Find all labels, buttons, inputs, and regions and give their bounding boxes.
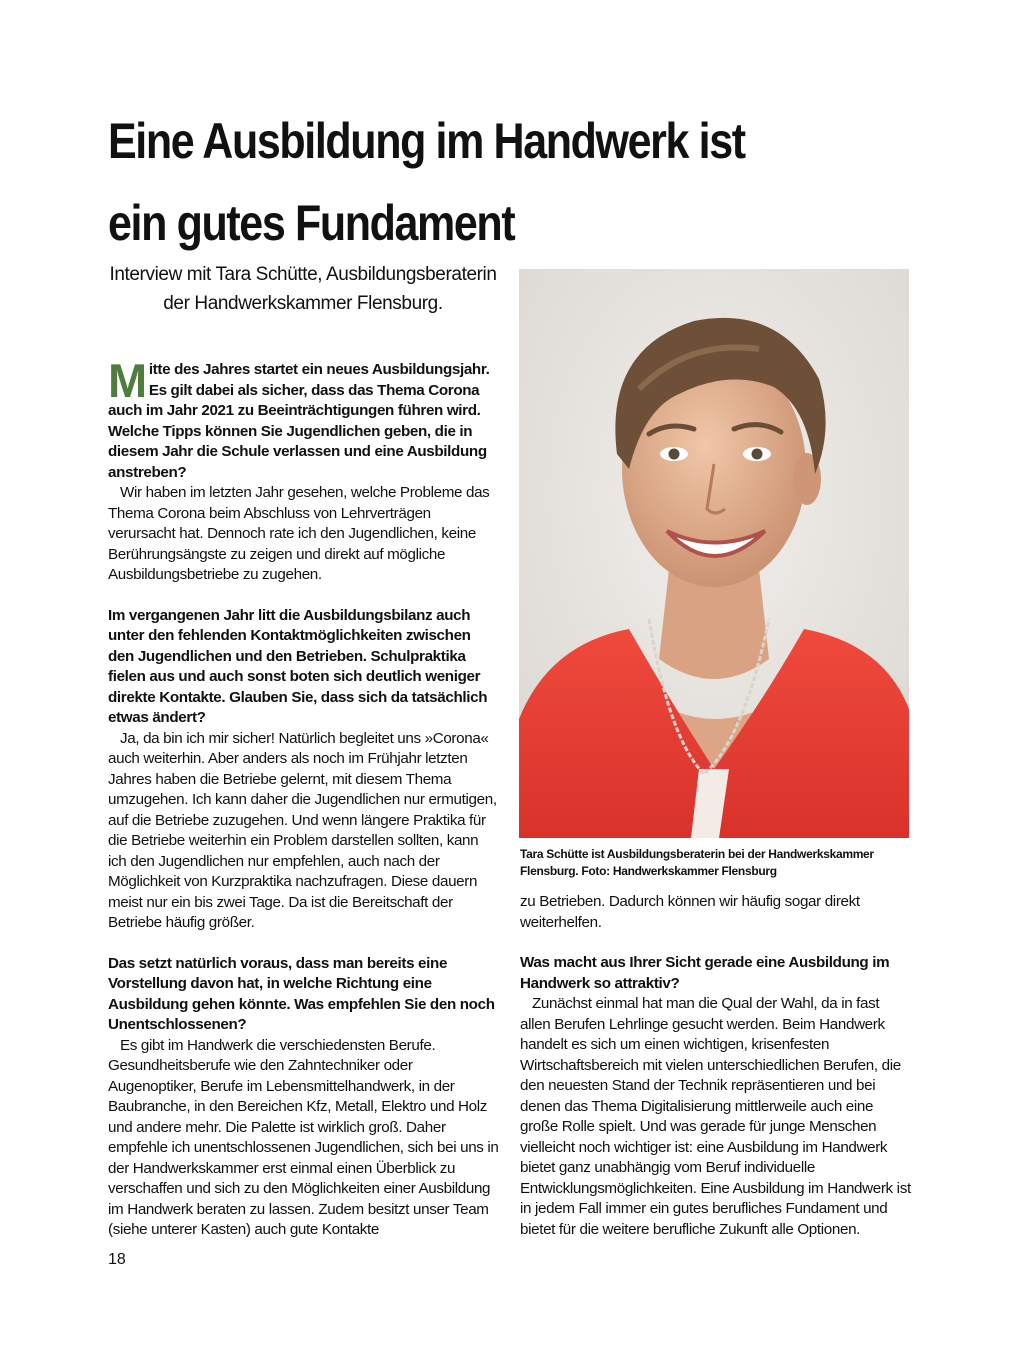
photo-caption: Tara Schütte ist Ausbildungsberaterin bei der Handwerkskammer Flensburg. Foto: Handwerkskammer Flensburg — [520, 847, 874, 878]
answer-2: Ja, da bin ich mir sicher! Natürlich begleitet uns »Corona« auch weiterhin. Aber anders als noch im Frühjahr letzten Jahres haben die Betriebe gelernt, mit diesem Thema umzugehen. Ich kann daher die Jugendlichen nur ermutigen, auf die Betriebe zuzugehen. Und wenn längere Praktika für die Betriebe weiterhin ein Problem darstellen sollten, kann ich den Jugendlichen nur empfehlen, auch nach der Möglichkeit von Kurzpraktika nachzufragen. Diese dauern meist nur ein bis zwei Tage. Da ist die Bereitschaft der Betriebe häufig größer. — [108, 729, 497, 931]
right-column — [520, 892, 912, 1240]
page-number: 18 — [108, 1251, 126, 1268]
article-title: Eine Ausbildung im Handwerk ist ein gutes Fundament — [108, 113, 745, 251]
answer-3: Es gibt im Handwerk die verschiedensten Berufe. Gesundheitsberufe wie den Zahntechniker oder Augenoptiker, Berufe im Lebensmittelhandwerk, in der Baubranche, in den Bereichen Kfz, Metall, Elektro und Holz und andere mehr. Die Palette ist wirklich groß. Daher empfehle ich unentschlossenen Jugendlichen, sich bei uns in der Handwerkskammer erst einmal einen Überblick zu verschaffen und sich zu den Möglichkeiten einer Ausbildung im Handwerk beraten zu lassen. Zudem besitzt unser Team (siehe unterer Kasten) auch gute Kontakte — [108, 1036, 499, 1238]
question-1 — [108, 354, 500, 483]
question-2: Im vergangenen Jahr litt die Ausbildungsbilanz auch unter den fehlenden Kontaktmöglichkeiten zwischen den Jugendlichen und den Betrieben. Schulpraktika fielen aus und auch sonst boten sich deutlich weniger direkte Kontakte. Glauben Sie, dass sich da tatsächlich etwas ändert? — [108, 606, 488, 726]
drop-cap: M — [108, 354, 147, 407]
article-subtitle: Interview mit Tara Schütte, Ausbildungsberaterin der Handwerkskammer Flensburg. — [109, 264, 497, 314]
question-3: Das setzt natürlich voraus, dass man bereits eine Vorstellung davon hat, in welche Richtung eine Ausbildung gehen könnte. Was empfehlen Sie den noch Unentschlossenen? — [108, 954, 495, 1033]
portrait-photo — [519, 269, 909, 838]
question-1-text: itte des Jahres startet ein neues Ausbildungsjahr. Es gilt dabei als sicher, dass das Thema Corona auch im Jahr 2021 zu Beeinträchtigungen führen wird. Welche Tipps können Sie Jugendlichen geben, die in diesem Jahr die Schule verlassen und eine Ausbildung anstreben? — [108, 361, 490, 481]
portrait-illustration — [519, 269, 909, 838]
answer-1: Wir haben im letzten Jahr gesehen, welche Probleme das Thema Corona beim Abschluss von Lehrverträgen verursacht hat. Dennoch rate ich den Jugendlichen, keine Berührungsängste zu zeigen und direkt auf mögliche Ausbildungsbetriebe zu zugehen. — [108, 484, 490, 583]
answer-4: Zunächst einmal hat man die Qual der Wahl, da in fast allen Berufen Lehrlinge gesucht werden. Beim Handwerk handelt es sich um einen wichtigen, krisenfesten Wirtschaftsbereich mit vielen unterschiedlichen Berufen, die den neuesten Stand der Technik repräsentieren und bei denen das Thema Digitalisierung mittlerweile auch eine große Rolle spielt. Und was gerade für junge Menschen vielleicht noch wichtiger ist: eine Ausbildung im Handwerk bietet ganz unabhängig vom Beruf individuelle Entwicklungsmöglichkeiten. Eine Ausbildung im Handwerk ist in jedem Fall immer ein gutes berufliches Fundament und bietet für die weitere berufliche Zukunft alle Optionen. — [520, 995, 911, 1238]
question-4: Was macht aus Ihrer Sicht gerade eine Ausbildung im Handwerk so attraktiv? — [520, 954, 890, 992]
left-column — [108, 354, 500, 1241]
answer-3-continued: zu Betrieben. Dadurch können wir häufig sogar direkt weiterhelfen. — [520, 893, 860, 931]
